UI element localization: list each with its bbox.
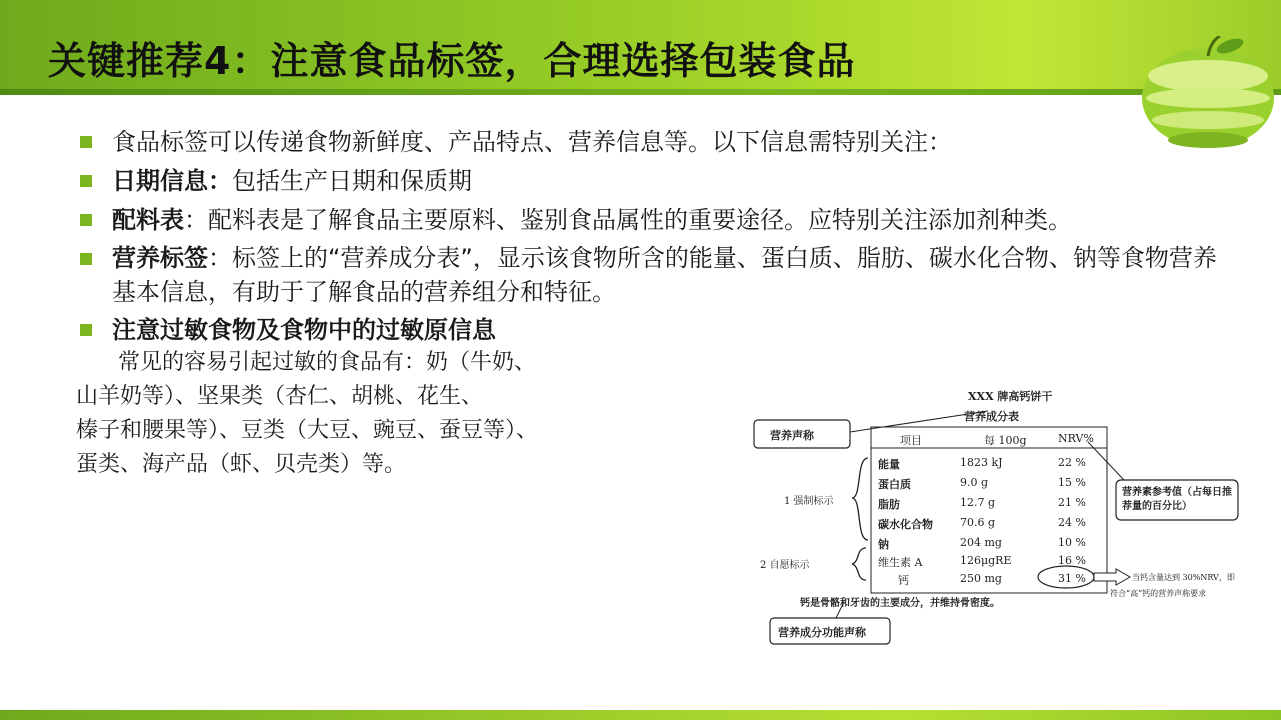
- bullet-bold: 营养标签: [112, 244, 208, 272]
- footer-band: [0, 710, 1281, 720]
- bullet-text: 食品标签可以传递食物新鲜度、产品特点、营养信息等。以下信息需特别关注：: [112, 128, 952, 156]
- high-calcium-note-1: 当钙含量达到 30%NRV，即: [1132, 573, 1235, 582]
- row-item: 碳水化合物: [878, 518, 933, 531]
- page-title: 关键推荐4：注意食品标签，合理选择包装食品: [48, 39, 856, 83]
- row-value: 204 mg: [960, 536, 1002, 549]
- calcium-note: 钙是骨骼和牙齿的主要成分，并维持骨密度。: [800, 598, 1000, 609]
- row-value: 126μgRE: [960, 554, 1012, 567]
- list-item: [76, 241, 1226, 309]
- row-value: 70.6 g: [960, 516, 996, 529]
- row-nrv: 16 %: [1058, 554, 1086, 567]
- paragraph-line: 榛子和腰果等）、豆类（大豆、豌豆、蚕豆等）、: [76, 418, 539, 443]
- bullet-marker: [80, 214, 92, 226]
- bullet-marker: [80, 175, 92, 187]
- header-item: 项目: [900, 434, 922, 447]
- bullet-list: [76, 124, 1226, 351]
- row-item: 钙: [898, 574, 909, 587]
- row-item: 能量: [878, 458, 900, 471]
- list-item: [76, 124, 1226, 160]
- list-item: [76, 163, 1226, 199]
- row-nrv: 21 %: [1058, 496, 1086, 509]
- callout-voluntary: 2 自愿标示: [760, 560, 810, 571]
- bullet-text: ：配料表是了解食品主要原料、鉴别食品属性的重要途径。应特别关注添加剂种类。: [184, 206, 1072, 234]
- list-item: [76, 312, 1226, 348]
- row-item: 钠: [878, 538, 889, 551]
- row-nrv: 22 %: [1058, 456, 1086, 469]
- bullet-marker: [80, 136, 92, 148]
- product-name: XXX 牌高钙饼干: [968, 390, 1053, 403]
- bullet-bold: 日期信息：: [112, 167, 232, 195]
- bullet-bold: 配料表: [112, 206, 184, 234]
- nutrition-label-figure: [748, 380, 1248, 650]
- header-per100g: 每 100g: [984, 434, 1027, 447]
- bullet-text: ：标签上的“营养成分表”，显示该食物所含的能量、蛋白质、脂肪、碳水化合物、钠等食物营养基本信息，有助于了解食品的营养组分和特征。: [112, 244, 1217, 306]
- row-nrv: 15 %: [1058, 476, 1086, 489]
- row-item: 脂肪: [878, 498, 900, 511]
- header-nrv: NRV%: [1058, 432, 1094, 445]
- list-item: [76, 202, 1226, 238]
- paragraph-line: 山羊奶等）、坚果类（杏仁、胡桃、花生、: [76, 384, 484, 409]
- row-value: 250 mg: [960, 572, 1002, 585]
- high-calcium-note-2: 符合“高”钙的营养声称要求: [1110, 589, 1207, 598]
- bullet-bold: 注意过敏食物及食物中的过敏原信息: [112, 316, 496, 344]
- allergen-paragraph: [76, 346, 636, 482]
- row-value: 9.0 g: [960, 476, 989, 489]
- table-title: 营养成分表: [964, 410, 1019, 423]
- paragraph-line: 常见的容易引起过敏的食品有：奶（牛奶、: [118, 350, 537, 375]
- bullet-text: 包括生产日期和保质期: [232, 167, 472, 195]
- callout-mandatory: 1 强制标示: [784, 496, 834, 507]
- paragraph-line: 蛋类、海产品（虾、贝壳类）等。: [76, 452, 407, 477]
- bullet-marker: [80, 253, 92, 265]
- row-item: 蛋白质: [878, 478, 911, 491]
- row-nrv: 31 %: [1058, 572, 1086, 585]
- row-value: 1823 kJ: [960, 456, 1003, 469]
- callout-nrv: 营养素参考值（占每日推荐量的百分比）: [1122, 487, 1232, 512]
- row-nrv: 24 %: [1058, 516, 1086, 529]
- row-nrv: 10 %: [1058, 536, 1086, 549]
- bullet-marker: [80, 324, 92, 336]
- row-item: 维生素 A: [878, 556, 923, 569]
- row-value: 12.7 g: [960, 496, 996, 509]
- callout-function-claim: 营养成分功能声称: [778, 626, 866, 639]
- callout-nutrition-claim: 营养声称: [770, 429, 814, 442]
